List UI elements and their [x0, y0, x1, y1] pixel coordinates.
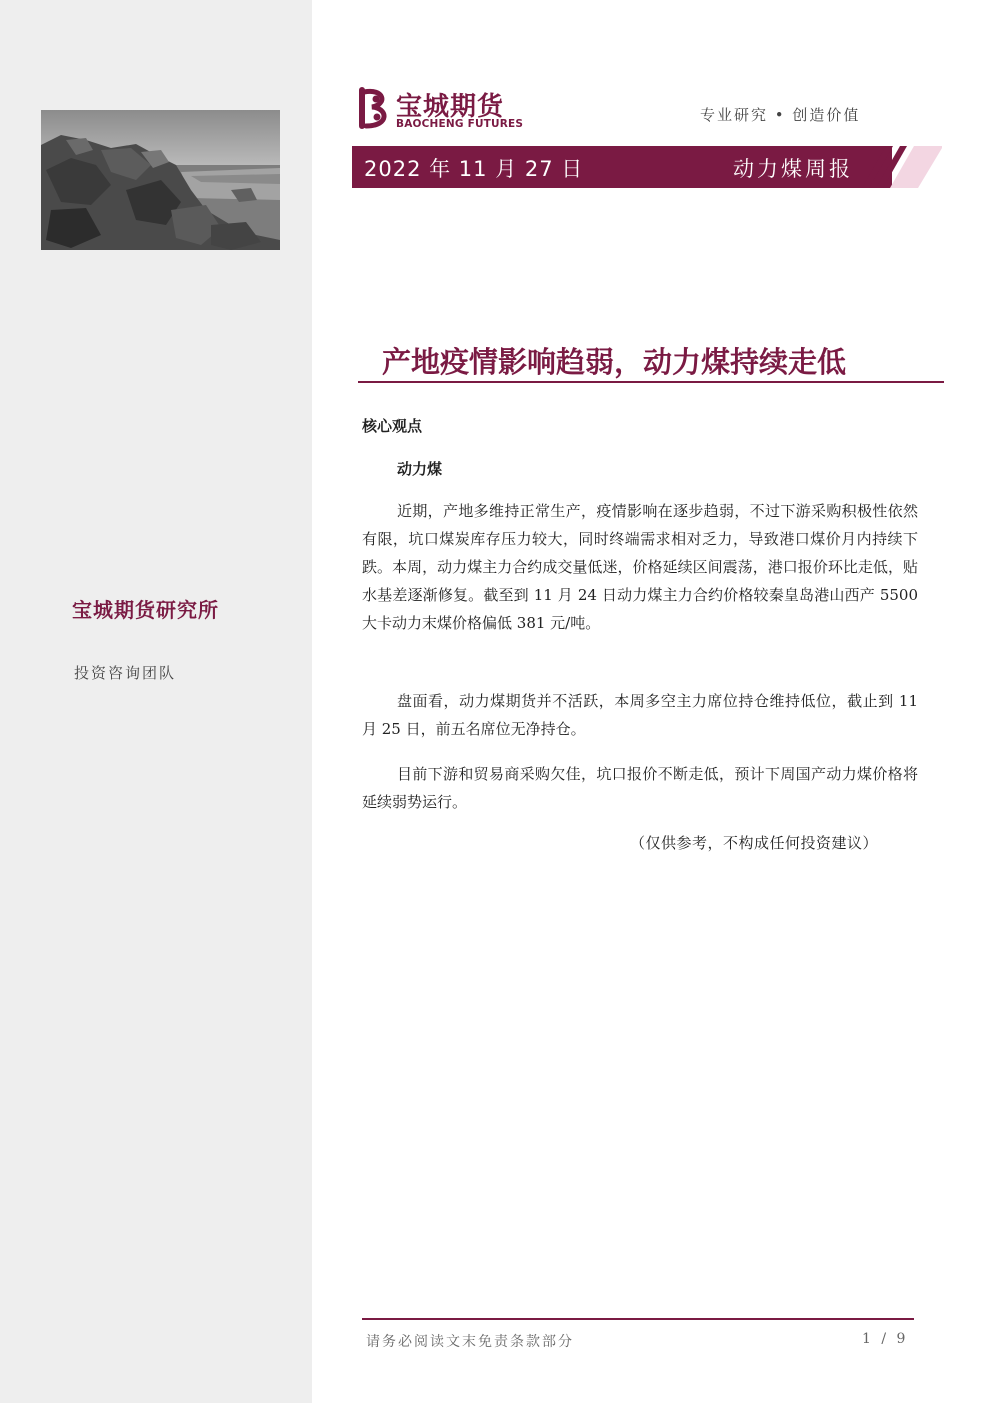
research-institute-name: 宝城期货研究所	[72, 598, 219, 622]
slogan: 专业研究 • 创造价值	[700, 106, 861, 124]
logo-chinese-text: 宝城期货	[396, 92, 505, 122]
logo-english-text: BAOCHENG FUTURES	[396, 118, 524, 130]
footer-disclaimer-notice: 请务必阅读文末免责条款部分	[366, 1334, 574, 1350]
report-date: 2022 年 11 月 27 日	[364, 157, 584, 181]
paragraph: 盘面看，动力煤期货并不活跃，本周多空主力席位持仓维持低位，截止到 11 月 25 日，前五名席位无净持仓。	[362, 692, 918, 738]
coal-pile-image	[41, 110, 280, 250]
team-name: 投资咨询团队	[74, 664, 177, 682]
coal-pile-photo	[41, 110, 280, 250]
core-view-heading: 核心观点	[362, 417, 423, 435]
section-heading: 动力煤	[397, 460, 443, 478]
banner-stripes-decoration	[862, 146, 942, 188]
sidebar	[0, 0, 312, 1403]
report-type: 动力煤周报	[733, 157, 853, 181]
paragraph: 近期，产地多维持正常生产，疫情影响在逐步趋弱，不过下游采购积极性依然有限，坑口煤炭库存压力较大，同时终端需求相对乏力，导致港口煤价月内持续下跌。本周，动力煤主力合约成交量低迷，价格延续区间震荡，港口报价环比走低，贴水基差逐渐修复。截至到 11 月 24 日动力煤主力合约价格较秦皇岛港山西产 5500 大卡动力末煤价格偏低 381 元/吨。	[362, 502, 918, 632]
disclaimer-note: （仅供参考，不构成任何投资建议）	[630, 834, 879, 852]
footer-divider	[362, 1318, 914, 1320]
page-number: 1 / 9	[862, 1331, 909, 1347]
company-logo	[358, 86, 528, 132]
title-underline	[358, 381, 944, 383]
paragraph: 目前下游和贸易商采购欠佳，坑口报价不断走低，预计下周国产动力煤价格将延续弱势运行。	[362, 765, 918, 811]
baocheng-logo-icon	[358, 86, 394, 130]
report-title: 产地疫情影响趋弱，动力煤持续走低	[382, 345, 847, 379]
